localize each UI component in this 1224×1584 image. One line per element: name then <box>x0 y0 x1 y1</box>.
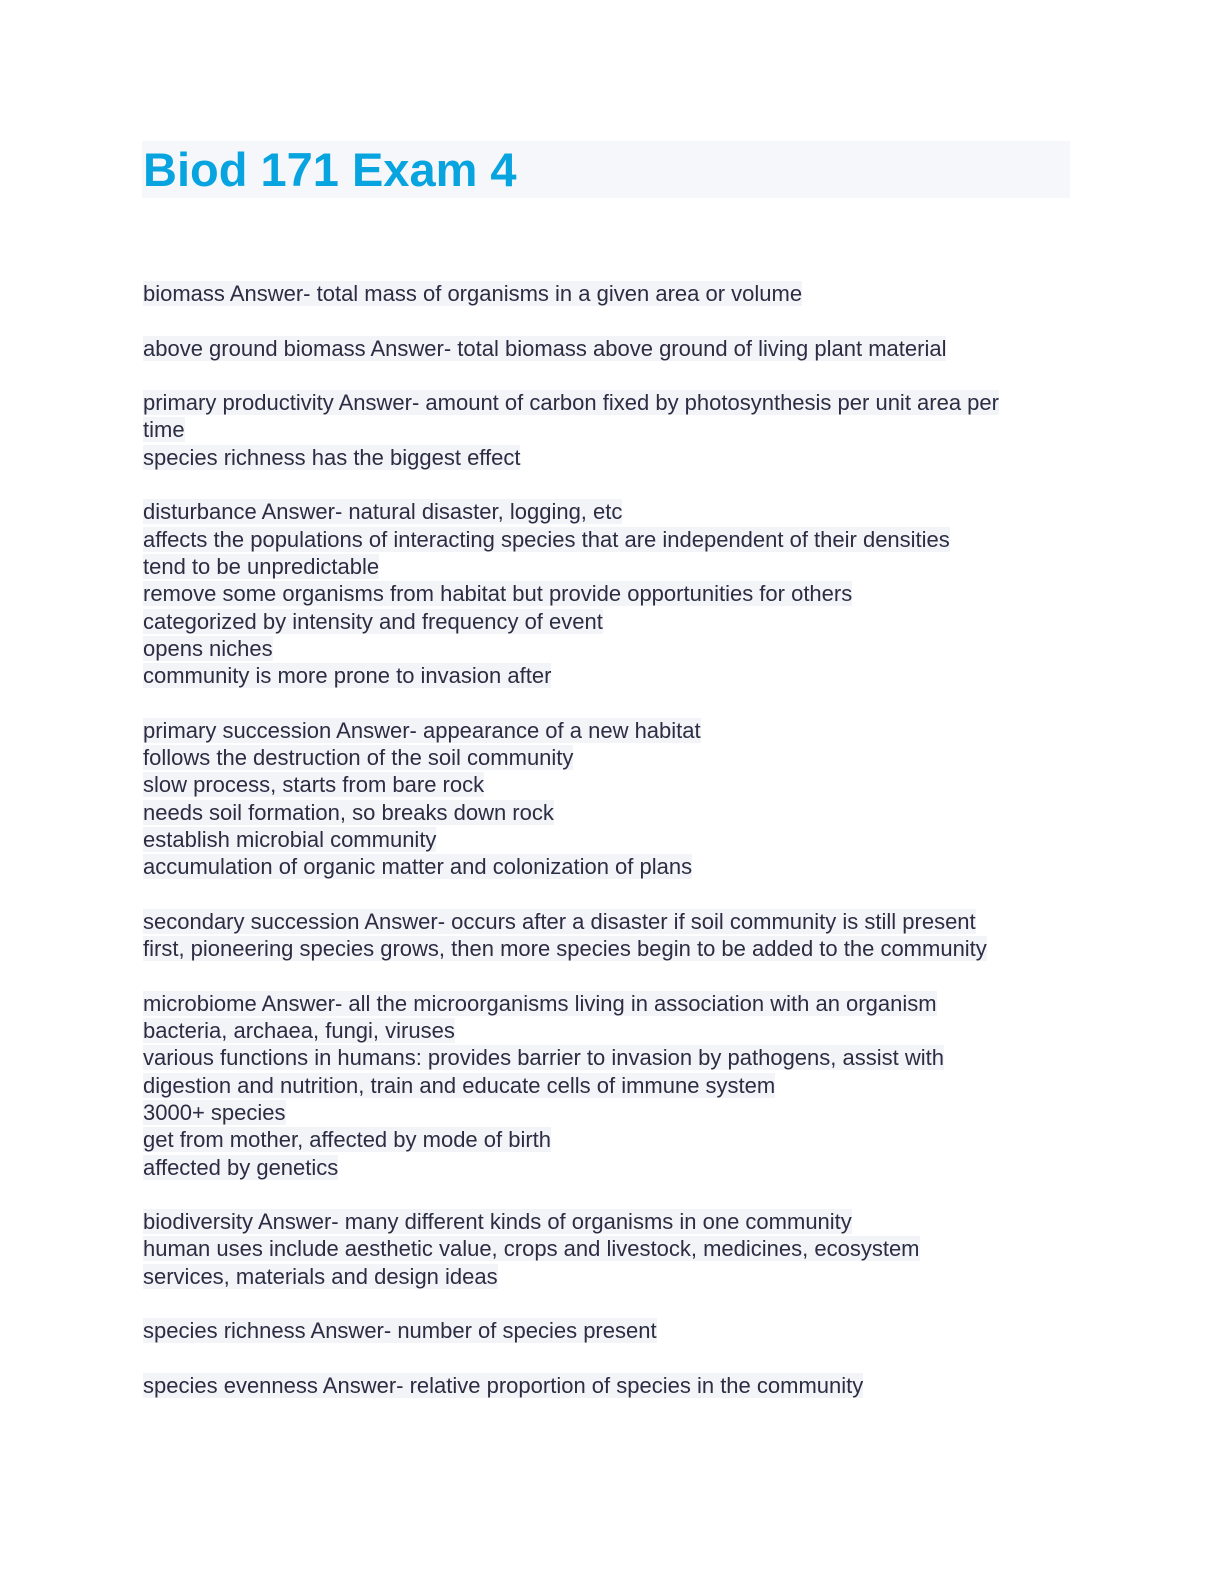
flashcard-entry <box>143 1208 1073 1290</box>
flashcard-entry <box>143 908 1073 963</box>
line-text: time <box>143 417 185 443</box>
line-text: first, pioneering species grows, then more species begin to be added to the community <box>143 936 987 962</box>
line-text: categorized by intensity and frequency of event <box>143 608 603 634</box>
note-line <box>143 526 1073 553</box>
flashcard-entry <box>143 335 1073 362</box>
term-definition-line <box>143 1208 1073 1235</box>
document-title: Biod 171 Exam 4 <box>143 143 517 196</box>
note-line <box>143 853 1073 880</box>
line-text: needs soil formation, so breaks down rock <box>143 799 554 825</box>
note-line <box>143 580 1073 607</box>
note-line <box>143 1072 1073 1099</box>
note-line <box>143 1017 1073 1044</box>
note-line <box>143 771 1073 798</box>
line-text: get from mother, affected by mode of birth <box>143 1127 552 1153</box>
line-text: digestion and nutrition, train and educate cells of immune system <box>143 1072 776 1098</box>
line-text: primary productivity Answer- amount of carbon fixed by photosynthesis per unit area per <box>143 390 999 416</box>
line-text: above ground biomass Answer- total biomass above ground of living plant material <box>143 335 947 361</box>
term-definition-line <box>143 717 1073 744</box>
line-text: biomass Answer- total mass of organisms in a given area or volume <box>143 281 803 306</box>
line-text: opens niches <box>143 635 273 661</box>
line-text: various functions in humans: provides barrier to invasion by pathogens, assist with <box>143 1045 944 1071</box>
note-line <box>143 635 1073 662</box>
note-line <box>143 826 1073 853</box>
term-definition-line <box>143 1372 1073 1399</box>
line-text: affects the populations of interacting species that are independent of their densities <box>143 526 950 552</box>
note-line <box>143 553 1073 580</box>
line-text: species evenness Answer- relative proportion of species in the community <box>143 1372 864 1398</box>
line-text: 3000+ species <box>143 1099 286 1125</box>
note-line <box>143 799 1073 826</box>
line-text: slow process, starts from bare rock <box>143 772 485 798</box>
flashcard-list <box>143 280 1073 1426</box>
note-line <box>143 1099 1073 1126</box>
term-definition-line <box>143 990 1073 1017</box>
line-text: species richness Answer- number of species present <box>143 1318 657 1344</box>
line-text: disturbance Answer- natural disaster, logging, etc <box>143 499 623 525</box>
flashcard-entry <box>143 717 1073 881</box>
note-line <box>143 744 1073 771</box>
line-text: secondary succession Answer- occurs after a disaster if soil community is still present <box>143 908 976 934</box>
line-text: human uses include aesthetic value, crops and livestock, medicines, ecosystem <box>143 1236 920 1262</box>
line-text: species richness has the biggest effect <box>143 444 521 470</box>
note-line <box>143 935 1073 962</box>
flashcard-entry <box>143 1317 1073 1344</box>
term-definition-line <box>143 335 1073 362</box>
note-line <box>143 1044 1073 1071</box>
term-definition-line <box>143 1317 1073 1344</box>
line-text: tend to be unpredictable <box>143 553 380 579</box>
line-text: microbiome Answer- all the microorganisms living in association with an organism <box>143 990 937 1016</box>
flashcard-entry <box>143 498 1073 689</box>
note-line <box>143 608 1073 635</box>
note-line <box>143 662 1073 689</box>
note-line <box>143 444 1073 471</box>
note-line <box>143 1154 1073 1181</box>
note-line <box>143 416 1073 443</box>
flashcard-entry <box>143 389 1073 471</box>
term-definition-line <box>143 908 1073 935</box>
line-text: services, materials and design ideas <box>143 1263 498 1289</box>
term-definition-line <box>143 280 1073 307</box>
flashcard-entry <box>143 990 1073 1181</box>
line-text: follows the destruction of the soil community <box>143 745 574 771</box>
line-text: accumulation of organic matter and colonization of plans <box>143 854 693 880</box>
flashcard-entry <box>143 1372 1073 1399</box>
note-line <box>143 1235 1073 1262</box>
flashcard-entry <box>143 280 1073 307</box>
line-text: primary succession Answer- appearance of a new habitat <box>143 717 701 743</box>
line-text: remove some organisms from habitat but provide opportunities for others <box>143 581 853 607</box>
line-text: biodiversity Answer- many different kinds of organisms in one community <box>143 1209 852 1235</box>
note-line <box>143 1126 1073 1153</box>
line-text: establish microbial community <box>143 826 437 852</box>
line-text: community is more prone to invasion after <box>143 663 552 689</box>
line-text: bacteria, archaea, fungi, viruses <box>143 1018 455 1044</box>
term-definition-line <box>143 498 1073 525</box>
term-definition-line <box>143 389 1073 416</box>
note-line <box>143 1263 1073 1290</box>
line-text: affected by genetics <box>143 1154 339 1180</box>
